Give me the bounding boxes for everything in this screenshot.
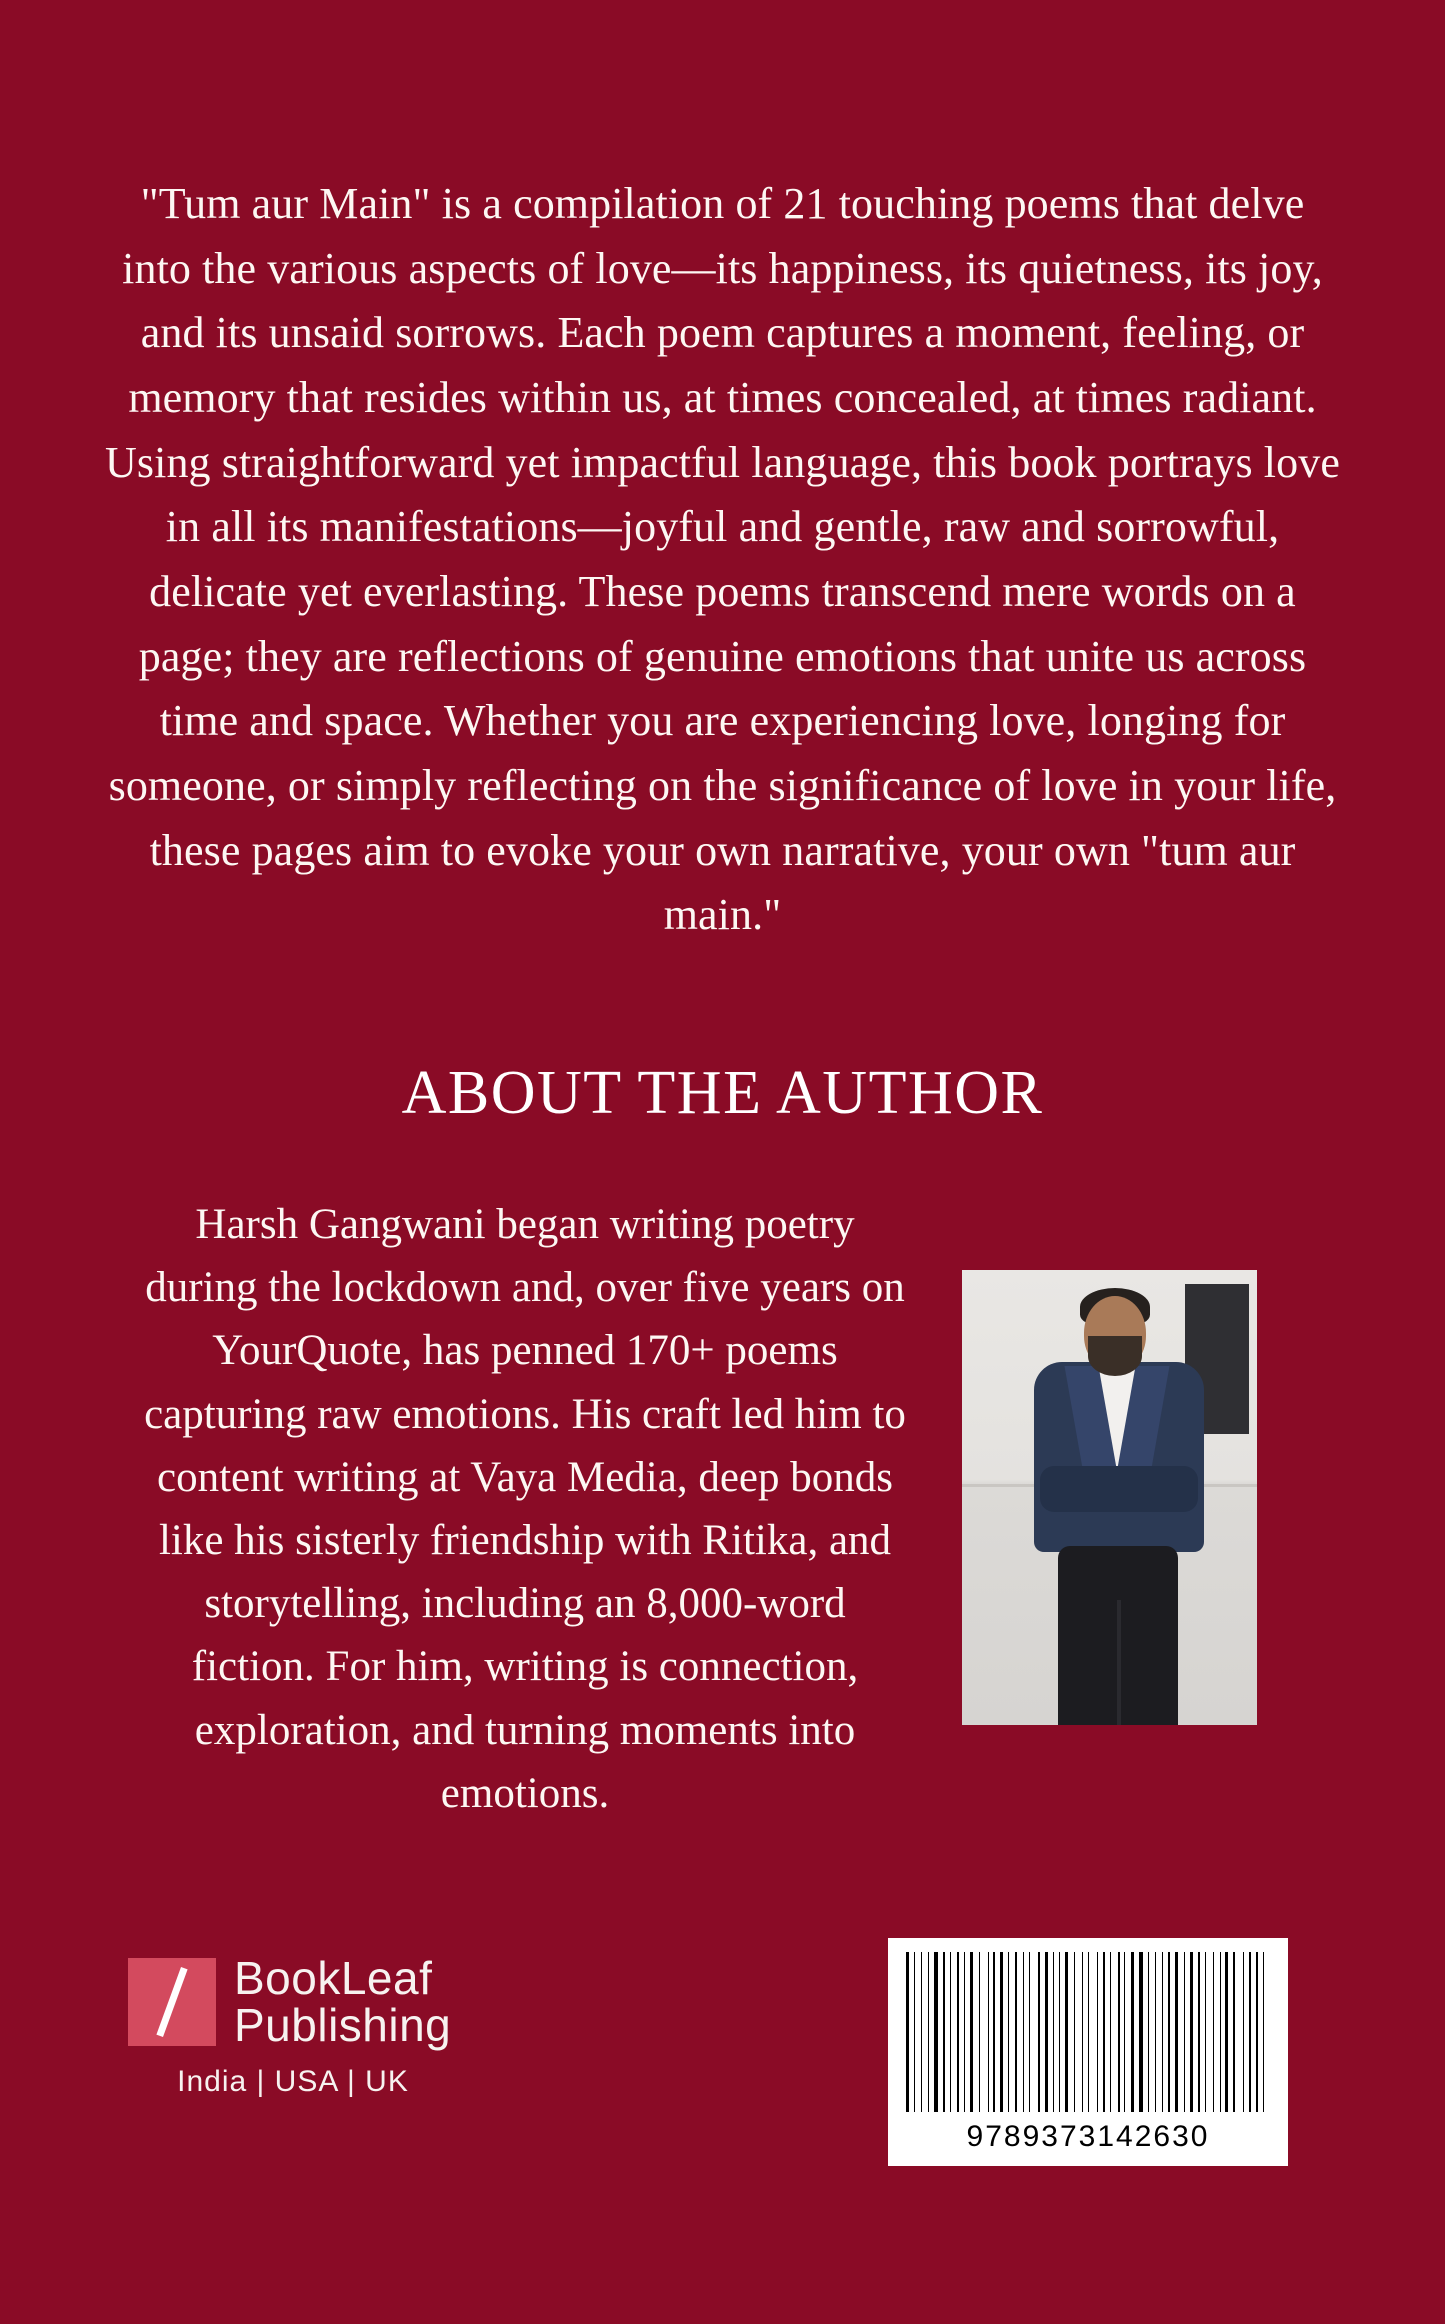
- photo-folded-arms: [1040, 1466, 1198, 1512]
- slash-shape: [156, 1967, 187, 2037]
- bookleaf-slash-icon: [128, 1958, 216, 2046]
- book-blurb: "Tum aur Main" is a compilation of 21 touching poems that delve into the various aspects of love—its happiness, its quietness, its joy, and its unsaid sorrows. Each poem captures a moment, feeling, or memory that resides within us, at times concealed, at times radiant. Using straightforward yet impactful language, this book portrays love in all its manifestations—joyful and gentle, raw and sorrowful, delicate yet everlasting. These poems transcend mere words on a page; they are reflections of genuine emotions that unite us across time and space. Whether you are experiencing love, longing for someone, or simply reflecting on the significance of love in your life, these pages aim to evoke your own narrative, your own "tum aur main.": [105, 179, 1340, 940]
- photo-trouser-split: [1117, 1600, 1121, 1725]
- publisher-name: [234, 1952, 452, 2051]
- photo-beard: [1088, 1336, 1142, 1376]
- barcode: [888, 1938, 1288, 2166]
- publisher-name-line2: Publishing: [234, 1998, 452, 2051]
- about-the-author-heading: ABOUT THE AUTHOR: [401, 1059, 1044, 1127]
- publisher-countries: India | USA | UK: [177, 2064, 409, 2098]
- author-photo: [962, 1270, 1257, 1725]
- publisher-logo: [128, 1952, 548, 2099]
- author-bio-text: Harsh Gangwani began writing poetry during the lockdown and, over five years on YourQuote, has penned 170+ poems capturing raw emotions. His craft led him to content writing at Vaya Media, deep bonds like his sisterly friendship with Ritika, and storytelling, including an 8,000-word fiction. For him, writing is connection, exploration, and turning moments into emotions.: [144, 1201, 906, 1817]
- publisher-logo-row: [128, 1952, 548, 2051]
- barcode-bars: [906, 1952, 1270, 2112]
- photo-background: [962, 1270, 1257, 1725]
- barcode-isbn-number: 9789373142630: [966, 2120, 1210, 2153]
- publisher-name-line1: BookLeaf: [234, 1952, 433, 2004]
